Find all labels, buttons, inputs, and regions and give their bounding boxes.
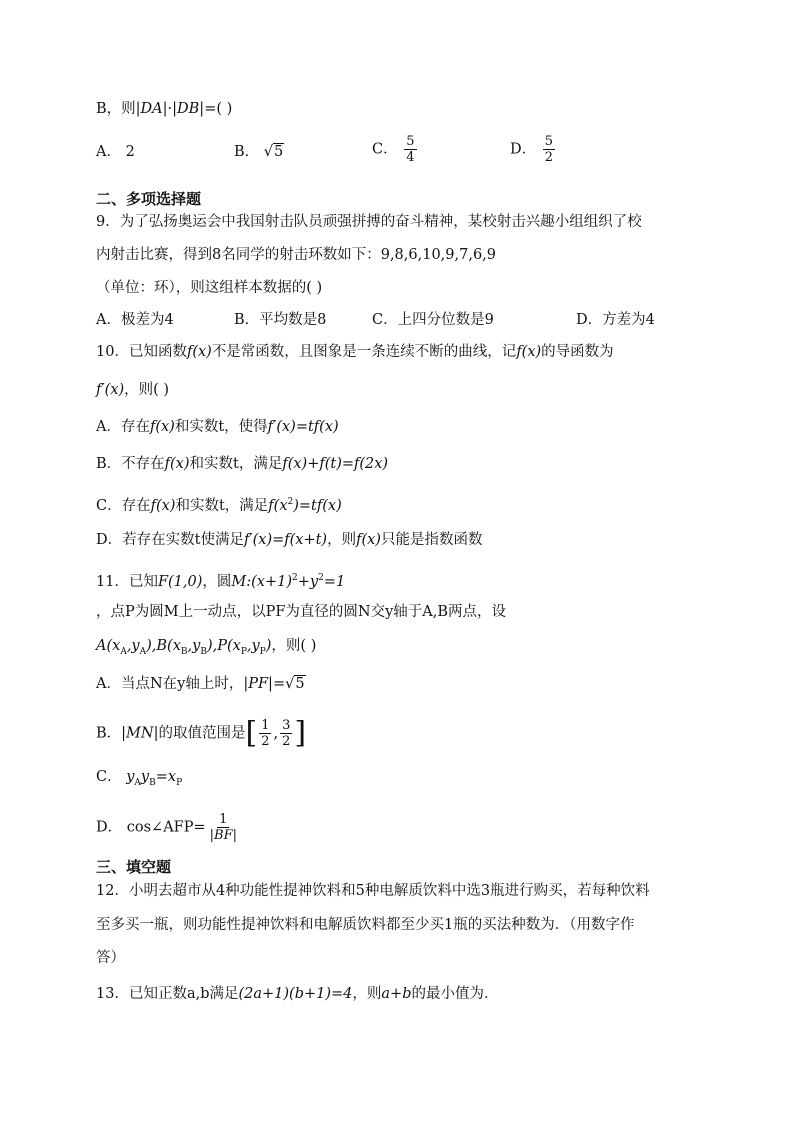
subscript: A — [134, 777, 141, 788]
q10-line-1 — [96, 341, 614, 363]
text: 的导函数为 — [541, 344, 614, 360]
option-letter: D． — [510, 141, 537, 158]
fraction — [280, 718, 292, 749]
subscript: B — [180, 646, 188, 657]
math: ),P(x — [206, 638, 241, 654]
text: ，圆 — [202, 573, 232, 590]
subscript: A — [120, 646, 127, 657]
text: 和实数t，使得 — [174, 419, 268, 435]
text: 的最小值为． — [411, 986, 499, 1002]
math: f(x) — [164, 456, 190, 472]
numerator: 1 — [261, 718, 270, 733]
math: f(x) — [356, 532, 381, 548]
text: 10．已知函数 — [96, 344, 187, 360]
math: A(x — [96, 638, 121, 654]
superscript: 2 — [287, 497, 294, 507]
subscript: B — [200, 646, 207, 657]
q8-suffix: =( ) — [204, 101, 233, 117]
sqrt-symbol: √5 — [285, 676, 305, 692]
q8-option-d — [510, 134, 557, 165]
q9-option-d: D．方差为4 — [576, 312, 655, 328]
superscript: 2 — [318, 573, 324, 583]
q11-option-a — [96, 673, 306, 695]
fraction — [259, 718, 271, 749]
option-letter: B． — [234, 144, 260, 160]
fraction — [543, 134, 555, 165]
option-value: 2 — [125, 144, 135, 160]
math: =1 — [323, 573, 346, 590]
q10-option-b — [96, 453, 388, 475]
sqrt-symbol: √5 — [263, 144, 284, 160]
subscript: A — [139, 646, 147, 657]
text: 13．已知正数a,b满足 — [96, 986, 239, 1002]
math: F(1,0) — [157, 573, 203, 590]
math: M:(x+1) — [231, 573, 292, 590]
math: |MN| — [121, 725, 159, 742]
q13-line — [96, 983, 498, 1005]
left-bracket: [ — [245, 715, 258, 751]
q8-stem-tail — [96, 98, 232, 120]
math: f(x) — [186, 344, 212, 360]
numerator: 1 — [219, 812, 228, 827]
q8-prefix: B，则 — [96, 101, 136, 117]
text: 不是常函数，且图象是一条连续不断的曲线，记 — [211, 344, 517, 360]
section-title-fill-in: 三、填空题 — [96, 858, 172, 876]
numerator: 3 — [282, 718, 291, 733]
math: =x — [155, 769, 177, 785]
q11-line-3 — [96, 635, 316, 663]
q12-line-2: 至多买一瓶，则功能性提神饮料和电解质饮料都至少买1瓶的买法种数为．（用数字作 — [96, 917, 635, 933]
math: f(x) — [150, 497, 176, 514]
q9-line-3: （单位：环），则这组样本数据的( ) — [96, 280, 323, 296]
fraction — [404, 134, 416, 165]
subscript: B — [149, 777, 156, 788]
q8-option-c — [372, 134, 419, 165]
text: ，则 — [327, 532, 357, 548]
text: 11．已知 — [96, 573, 158, 590]
q10-option-c — [96, 491, 342, 517]
math: y — [126, 769, 135, 785]
math: cos∠AFP= — [126, 819, 206, 836]
text: D．若存在实数t使满足 — [96, 532, 244, 548]
option-letter: C． — [96, 769, 122, 785]
math: |PF|= — [243, 676, 286, 692]
q10-line-2 — [96, 379, 169, 401]
math: f(x) — [149, 419, 175, 435]
denominator: 2 — [282, 734, 291, 749]
q8-option-a — [96, 141, 135, 163]
radicand: 5 — [295, 676, 305, 692]
fraction — [208, 812, 239, 843]
q8-option-b — [234, 141, 284, 163]
q12-line-3: 答） — [96, 950, 125, 966]
math: ,y — [246, 638, 260, 654]
q9-line-1: 9．为了弘扬奥运会中我国射击队员顽强拼搏的奋斗精神，某校射击兴趣小组组织了校 — [96, 214, 642, 230]
q12-line-1: 12．小明去超市从4种功能性提神饮料和5种电解质饮料中选3瓶进行购买，若每种饮料 — [96, 883, 650, 899]
q10-option-d — [96, 529, 482, 551]
subscript: P — [240, 646, 247, 657]
text: 和实数t，满足 — [189, 456, 283, 472]
q11-option-b: B．|MN|的取值范围是[ $\frac{1}{2}$ , $\frac{3}{2}$ ] — [96, 715, 307, 751]
text: 和实数t，满足 — [175, 497, 269, 514]
math: ),B(x — [146, 638, 181, 654]
text: A．当点N在y轴上时， — [96, 676, 244, 692]
text: ，则( ) — [124, 382, 170, 398]
radicand: 5 — [274, 144, 284, 160]
q11-line-1 — [96, 567, 345, 593]
math: (2a+1)(b+1)=4 — [238, 986, 353, 1002]
math: ) — [265, 638, 272, 654]
math: y — [140, 769, 150, 785]
math: f(x)+f(t)=f(2x) — [282, 456, 389, 472]
text: C．存在 — [96, 497, 151, 514]
subscript: P — [176, 777, 183, 788]
math: f′(x)=tf(x) — [267, 419, 339, 435]
text: B．不存在 — [96, 456, 165, 472]
denominator: 2 — [544, 150, 554, 165]
q11-line-2: ，点P为圆M上一动点，以PF为直径的圆N交y轴于A,B两点，设 — [96, 604, 507, 620]
numerator: 5 — [544, 134, 554, 149]
denominator: 2 — [261, 734, 270, 749]
text: A．存在 — [96, 419, 150, 435]
q9-line-2: 内射击比赛，得到8名同学的射击环数如下：9,8,6,10,9,7,6,9 — [96, 247, 497, 263]
math: ,y — [187, 638, 201, 654]
math: f(x) — [516, 344, 542, 360]
math: f(x — [268, 497, 288, 514]
text: 的取值范围是 — [158, 725, 246, 742]
numerator: 5 — [406, 134, 415, 149]
text: ，则 — [352, 986, 382, 1002]
option-letter: B． — [96, 725, 122, 742]
q8-expression: |DA|·|DB| — [135, 101, 205, 117]
q10-option-a — [96, 416, 339, 438]
math: ,y — [126, 638, 140, 654]
denominator: |BF| — [209, 828, 237, 843]
math: a+b — [381, 986, 412, 1002]
text: ，则( ) — [271, 638, 317, 654]
q9-option-c: C．上四分位数是9 — [372, 312, 494, 328]
text: 只能是指数函数 — [380, 532, 483, 548]
math: f′(x)=f(x+t) — [243, 532, 328, 548]
denominator: 4 — [406, 150, 415, 165]
q11-option-d — [96, 812, 241, 843]
option-letter: C． — [372, 141, 398, 158]
math: f′(x) — [96, 382, 125, 398]
superscript: 2 — [292, 573, 298, 583]
section-title-multiple-choice: 二、多项选择题 — [96, 190, 202, 208]
q9-option-b: B．平均数是8 — [234, 312, 327, 328]
option-letter: A． — [96, 144, 121, 160]
math: +y — [297, 573, 319, 590]
q11-option-c — [96, 766, 182, 794]
right-bracket: ] — [294, 715, 307, 751]
math: )=tf(x) — [293, 497, 342, 514]
option-letter: D． — [96, 819, 123, 836]
q9-option-a: A．极差为4 — [96, 312, 174, 328]
subscript: P — [259, 646, 266, 657]
